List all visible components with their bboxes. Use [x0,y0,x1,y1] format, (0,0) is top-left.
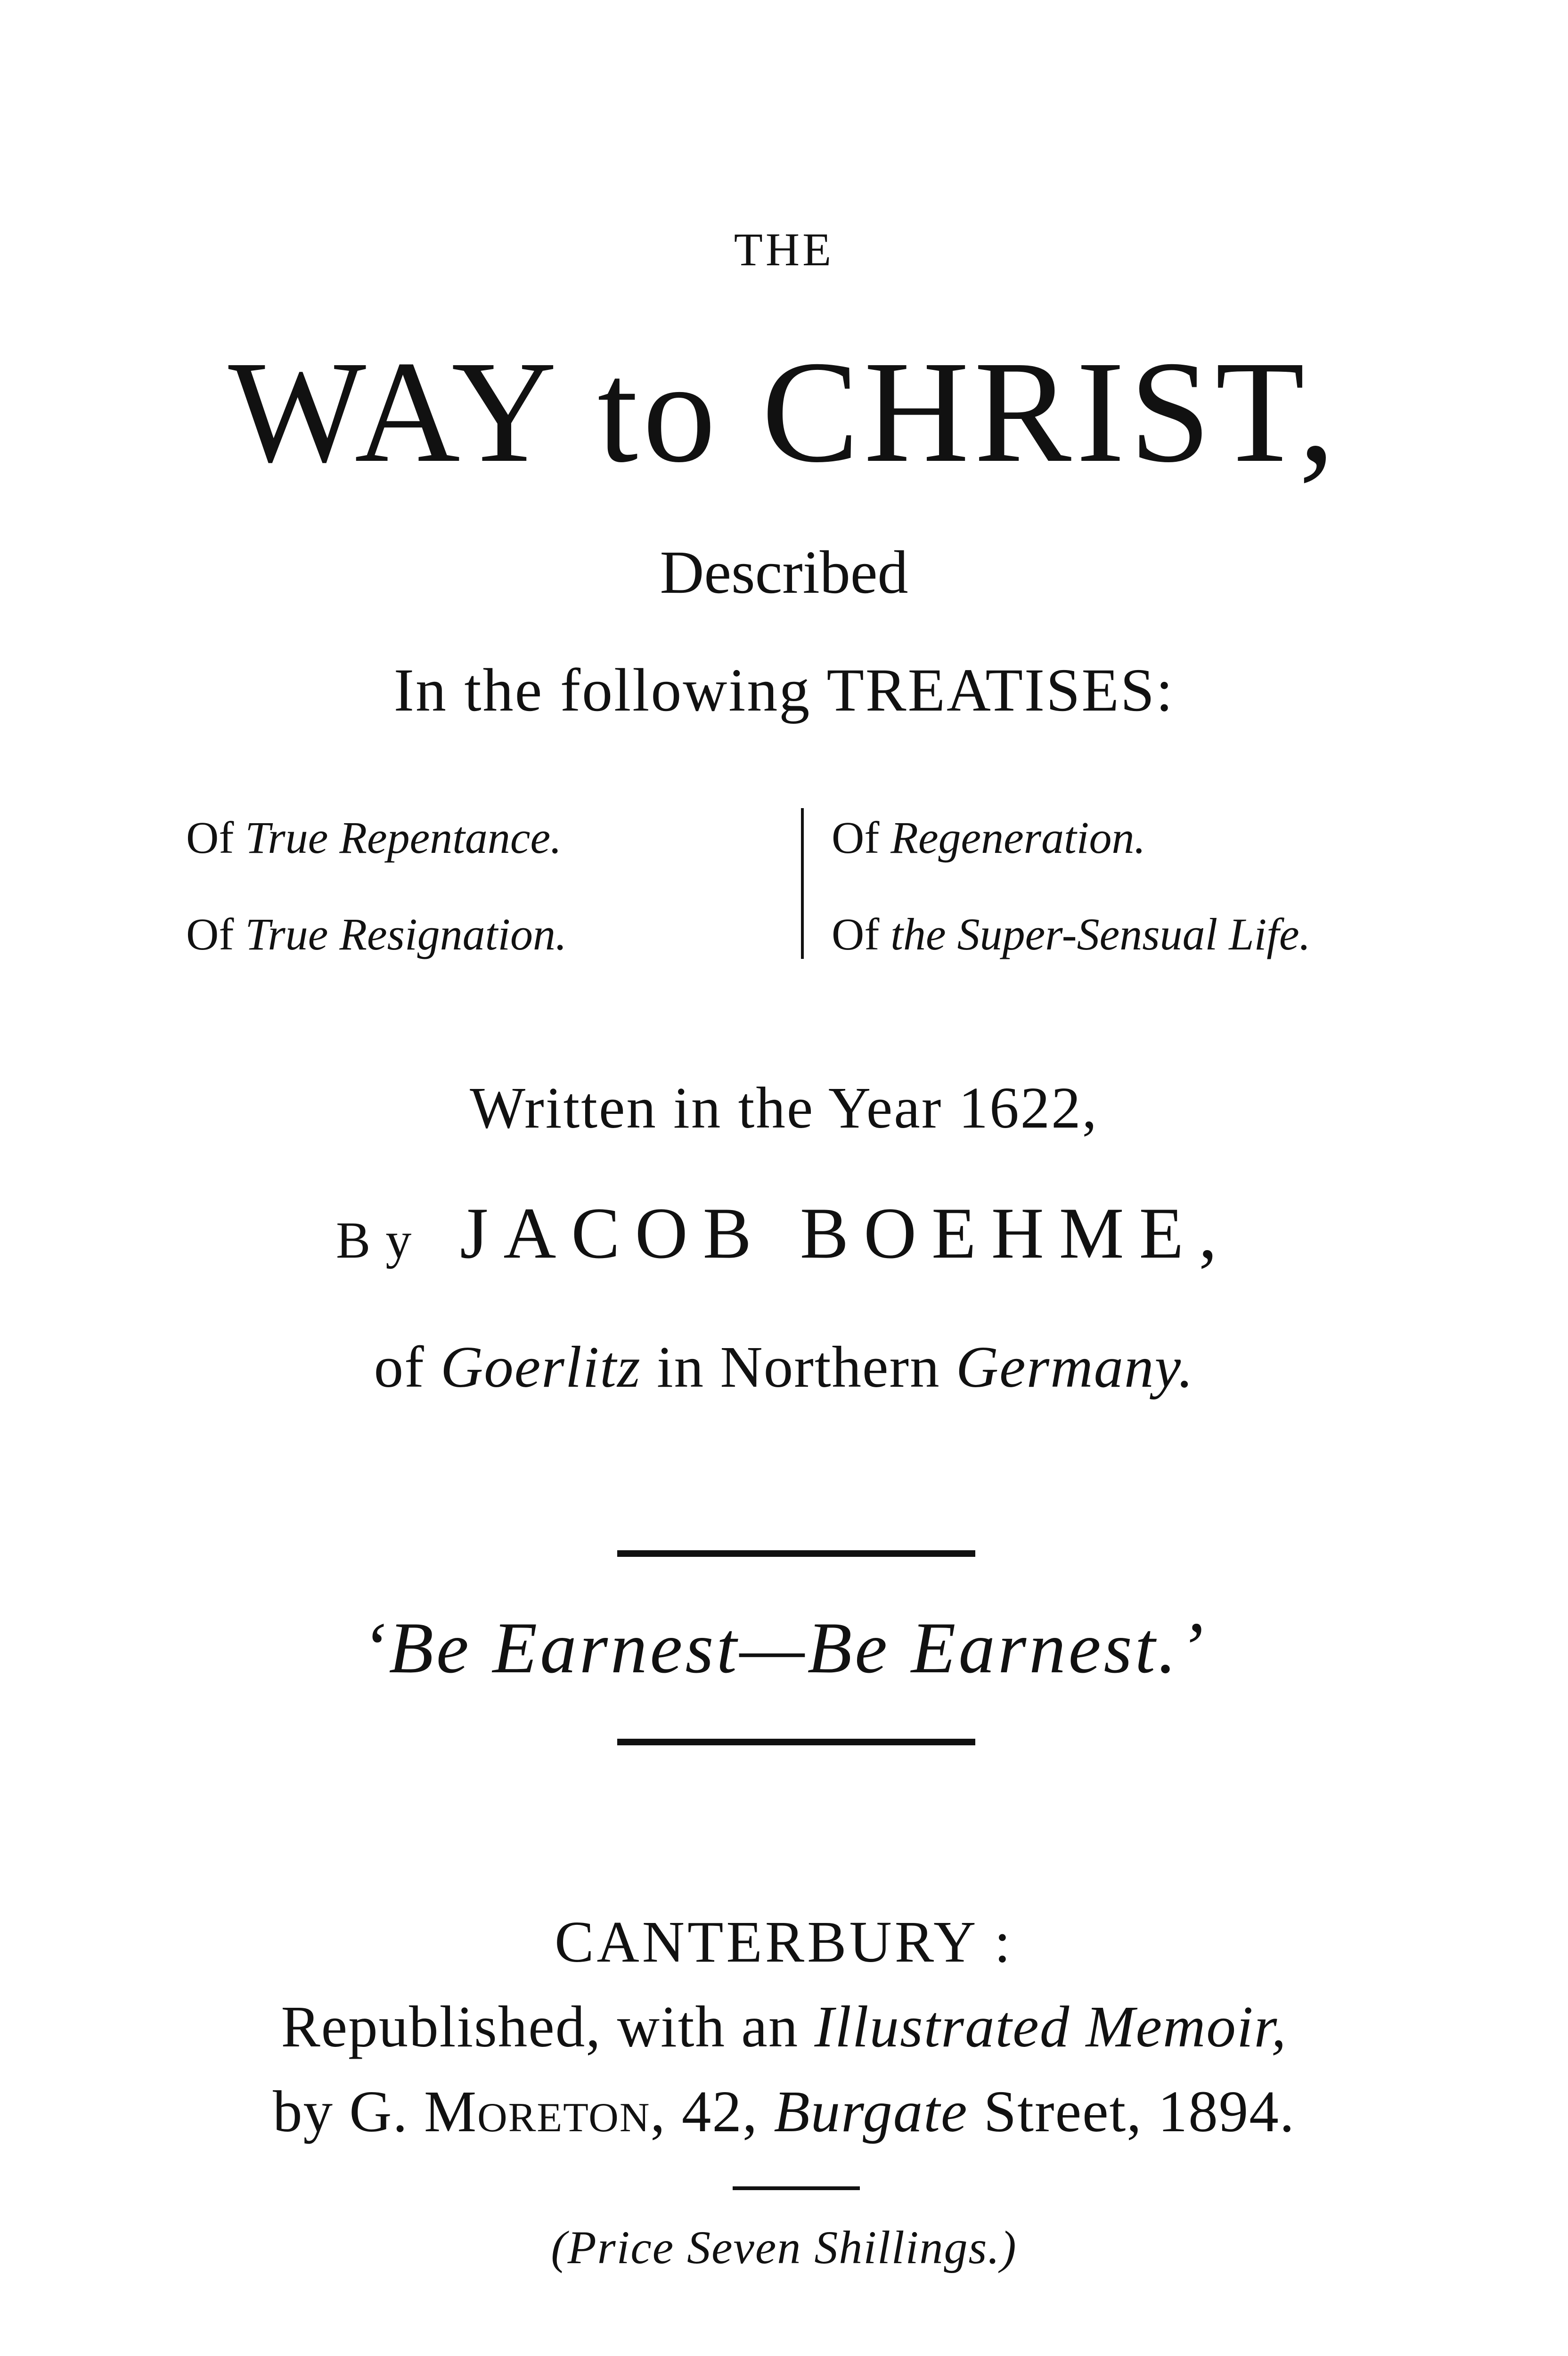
treatises-intro: In the following TREATISES: [393,656,1175,724]
treatise-name: Regeneration. [890,812,1146,863]
rule-above-price [733,2186,860,2190]
treatise-adjective: True [245,909,328,959]
motto: ‘Be Earnest—Be Earnest.’ [361,1607,1207,1688]
rule-below-motto [617,1739,975,1745]
treatise-resignation [186,909,567,959]
imprint-publisher [0,2079,1568,2144]
author-name: JACOB BOEHME, [460,1193,1233,1274]
street-name: Burgate [774,2079,968,2144]
described-line: Described [660,539,908,606]
title-the: THE [734,223,834,276]
treatise-name: Resignation. [339,909,567,959]
treatise-prefix: Of [832,812,880,863]
author-origin [0,1335,1568,1400]
rule-above-motto [617,1550,975,1557]
origin-town: Goerlitz [440,1335,641,1400]
origin-country: Germany. [956,1335,1194,1400]
origin-middle: in Northern [656,1335,940,1400]
treatise-super-sensual-life [832,909,1311,959]
author-line [0,1193,1568,1274]
publisher-name: Moreton, [424,2079,666,2144]
author-by: By [335,1211,427,1269]
price: (Price Seven Shillings.) [551,2221,1017,2274]
treatise-article: the [890,909,946,959]
publisher-number: 42, [681,2079,759,2144]
publisher-by: by G. [272,2079,408,2144]
republished-text: Republished, with an [281,1995,799,2060]
treatise-repentance [186,812,562,863]
treatise-adjective: True [245,812,328,863]
treatise-prefix: Of [186,812,234,863]
imprint-city: CANTERBURY : [555,1910,1013,1975]
treatise-regeneration [832,812,1146,863]
origin-of: of [374,1335,425,1400]
street-rest: Street, 1894. [983,2079,1296,2144]
treatise-name: Super-Sensual Life. [957,909,1311,959]
memoir-text: Illustrated Memoir, [814,1995,1287,2060]
imprint-republished [0,1995,1568,2060]
treatise-prefix: Of [832,909,880,959]
treatise-name: Repentance. [339,812,562,863]
written-year: Written in the Year 1622, [470,1076,1098,1141]
column-divider [801,808,804,959]
main-title: WAY to CHRIST, [228,331,1340,493]
treatise-prefix: Of [186,909,234,959]
